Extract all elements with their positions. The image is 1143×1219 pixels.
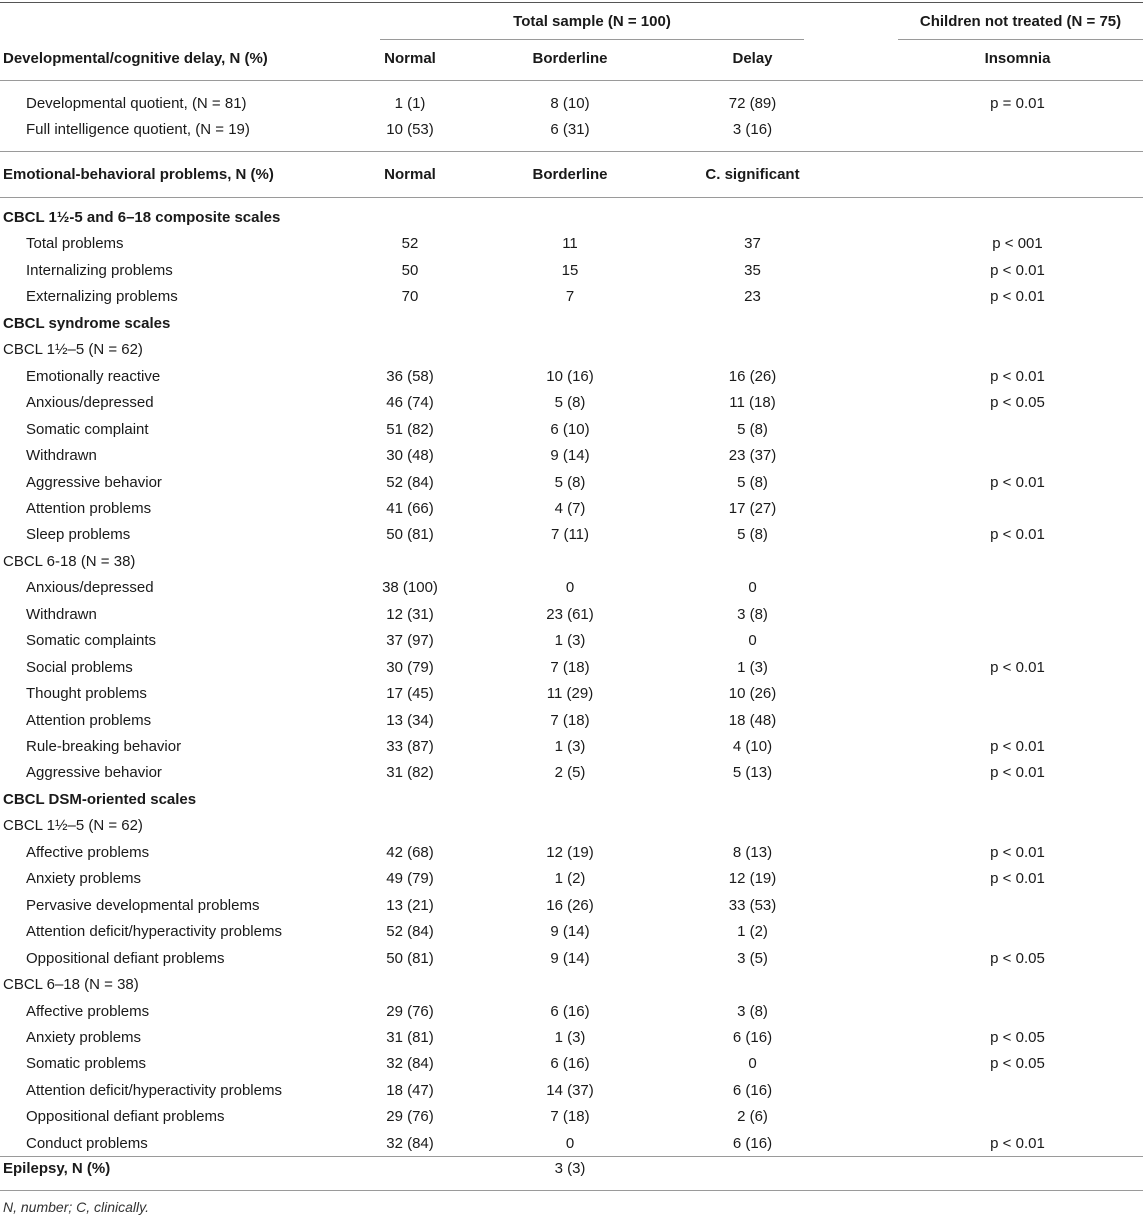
cell-significant: 6 (16) [732, 1081, 773, 1099]
cell-normal: 52 [401, 235, 419, 253]
cell-insomnia: p < 0.01 [990, 288, 1045, 306]
cell-normal: 10 (53) [386, 121, 434, 138]
epilepsy-label: Epilepsy, N (%) [3, 1160, 111, 1177]
cell-borderline: 7 [565, 288, 575, 306]
row-label: Anxiety problems [26, 1028, 142, 1046]
row-label: Attention problems [26, 499, 152, 517]
cell-normal: 42 (68) [386, 843, 434, 861]
cell-borderline: 0 [565, 1134, 575, 1152]
cell-borderline: 8 (10) [550, 95, 590, 112]
emo-header-rule [0, 197, 1143, 198]
row-label: Aggressive behavior [26, 764, 162, 782]
cell-significant: 3 (5) [737, 949, 768, 967]
dev-section-rule [0, 151, 1143, 152]
cell-insomnia: p < 0.01 [990, 870, 1045, 888]
epilepsy-value: 3 (3) [554, 1160, 586, 1177]
row-label: Attention deficit/hyperactivity problems [26, 923, 282, 941]
cell-significant: 23 [744, 288, 761, 306]
not-treated-underline [898, 39, 1143, 40]
section-label: CBCL syndrome scales [3, 314, 171, 332]
cell-normal: 50 (81) [386, 526, 434, 544]
cell-borderline: 4 (7) [554, 499, 586, 517]
table-row [0, 1104, 1143, 1130]
cell-insomnia: p < 0.05 [990, 394, 1045, 412]
cell-normal: 29 (76) [386, 1002, 434, 1020]
cell-borderline: 10 (16) [546, 367, 594, 385]
cell-normal: 1 (1) [394, 95, 426, 112]
cell-significant: 5 (8) [737, 473, 768, 491]
subsection-label: CBCL 6-18 (N = 38) [3, 552, 136, 570]
cell-normal: 32 (84) [386, 1055, 434, 1073]
table-row [0, 1078, 1143, 1104]
cell-borderline: 7 (18) [550, 1108, 590, 1126]
emo-header-borderline: Borderline [532, 166, 608, 183]
cell-normal: 50 (81) [386, 949, 434, 967]
row-label: Social problems [26, 658, 133, 676]
table-row [0, 893, 1143, 919]
cell-significant: 5 (8) [737, 526, 768, 544]
row-label: Externalizing problems [26, 288, 178, 306]
emo-header-significant: C. significant [705, 166, 800, 183]
row-label: Affective problems [26, 1002, 150, 1020]
emo-header-normal: Normal [384, 166, 436, 183]
table-row [0, 1051, 1143, 1077]
cell-borderline: 9 (14) [550, 447, 590, 465]
cell-significant: 3 (8) [737, 1002, 768, 1020]
cell-normal: 13 (34) [386, 711, 434, 729]
subsection-row [0, 972, 1143, 998]
group-header-row [0, 9, 1143, 35]
cell-significant: 4 (10) [732, 738, 773, 755]
cell-normal: 41 (66) [386, 499, 434, 517]
cell-borderline: 7 (18) [550, 658, 590, 676]
cell-normal: 46 (74) [386, 394, 434, 412]
cell-insomnia: p < 0.01 [990, 1134, 1045, 1152]
table-row [0, 417, 1143, 443]
table-row [0, 443, 1143, 469]
dev-header-insomnia: Insomnia [984, 50, 1051, 67]
row-label: Sleep problems [26, 526, 131, 544]
cell-borderline: 1 (3) [554, 738, 586, 755]
cell-normal: 12 (31) [386, 605, 434, 623]
cell-significant: 8 (13) [732, 843, 773, 861]
cell-normal: 33 (87) [386, 738, 434, 755]
table-row [0, 760, 1143, 786]
row-label: Somatic problems [26, 1055, 147, 1073]
row-label: Anxiety problems [26, 870, 142, 888]
cell-significant: 0 [748, 579, 757, 597]
cell-borderline: 12 (19) [546, 843, 594, 861]
table-row [0, 999, 1143, 1025]
cell-insomnia: p < 0.05 [990, 949, 1045, 967]
cell-significant: 6 (16) [732, 1028, 773, 1046]
cell-significant: 23 (37) [728, 447, 777, 465]
cell-borderline: 6 (16) [550, 1055, 590, 1073]
subsection-label: CBCL 1½–5 (N = 62) [3, 817, 143, 835]
cell-normal: 49 (79) [386, 870, 434, 888]
row-label: Aggressive behavior [26, 473, 162, 491]
cell-borderline: 5 (8) [554, 394, 586, 412]
table-bottom-rule [0, 1190, 1143, 1191]
subsection-label: CBCL 1½–5 (N = 62) [3, 341, 143, 359]
table-row [0, 919, 1143, 945]
section-row [0, 787, 1143, 813]
cell-borderline: 5 (8) [554, 473, 586, 491]
cell-significant: 0 [748, 632, 757, 650]
row-label: Total problems [26, 235, 124, 253]
table-row [0, 390, 1143, 416]
cell-borderline: 9 (14) [550, 923, 590, 941]
total-sample-underline [380, 39, 804, 40]
cell-significant: 37 [744, 235, 761, 253]
table-row [0, 117, 1143, 143]
group-header-total-sample: Total sample (N = 100) [513, 13, 671, 30]
cell-borderline: 16 (26) [546, 896, 594, 914]
table-row [0, 866, 1143, 892]
cell-significant: 33 (53) [728, 896, 777, 914]
row-label: Anxious/depressed [26, 394, 154, 412]
cell-normal: 50 [401, 261, 419, 279]
cell-insomnia: p < 0.01 [990, 526, 1045, 544]
cell-insomnia: p < 001 [992, 235, 1043, 253]
dev-header-label: Developmental/cognitive delay, N (%) [3, 50, 268, 67]
dev-header-row [0, 46, 1143, 72]
cell-normal: 18 (47) [386, 1081, 434, 1099]
cell-normal: 52 (84) [386, 923, 434, 941]
table-row [0, 628, 1143, 654]
dev-header-borderline: Borderline [532, 50, 608, 67]
cell-borderline: 7 (18) [550, 711, 590, 729]
row-label: Rule-breaking behavior [26, 738, 182, 755]
cell-significant: 10 (26) [728, 685, 777, 703]
cell-significant: 11 (18) [729, 394, 776, 412]
table-row [0, 258, 1143, 284]
row-label: Somatic complaints [26, 632, 157, 650]
row-label: Internalizing problems [26, 261, 173, 279]
cell-borderline: 6 (10) [550, 420, 590, 438]
group-header-not-treated: Children not treated (N = 75) [919, 13, 1122, 30]
table-row [0, 1131, 1143, 1157]
row-label: Oppositional defiant problems [26, 949, 225, 967]
cell-insomnia: p < 0.01 [990, 261, 1045, 279]
cell-significant: 18 (48) [728, 711, 777, 729]
cell-normal: 36 (58) [386, 367, 434, 385]
cell-normal: 51 (82) [386, 420, 434, 438]
row-label: Pervasive developmental problems [26, 896, 260, 914]
cell-borderline: 14 (37) [546, 1081, 594, 1099]
row-label: Attention problems [26, 711, 152, 729]
table-row [0, 681, 1143, 707]
cell-significant: 3 (8) [737, 605, 768, 623]
cell-significant: 5 (8) [737, 420, 768, 438]
table-row [0, 364, 1143, 390]
row-label: Emotionally reactive [26, 367, 161, 385]
cell-significant: 12 (19) [728, 870, 777, 888]
subsection-row [0, 813, 1143, 839]
row-label: Conduct problems [26, 1134, 148, 1152]
epilepsy-row [0, 1156, 1143, 1182]
cell-normal: 52 (84) [386, 473, 434, 491]
cell-insomnia: p < 0.01 [990, 367, 1045, 385]
dev-header-rule [0, 80, 1143, 81]
table-row [0, 470, 1143, 496]
cell-borderline: 9 (14) [550, 949, 590, 967]
cell-delay: 72 (89) [728, 95, 777, 112]
cell-normal: 37 (97) [386, 632, 434, 650]
cell-borderline: 1 (3) [554, 1028, 586, 1046]
row-label: Withdrawn [26, 447, 97, 465]
table-row [0, 734, 1143, 760]
cell-borderline: 15 [561, 261, 579, 279]
row-label: Thought problems [26, 685, 147, 703]
cell-significant: 6 (16) [732, 1134, 773, 1152]
cell-normal: 13 (21) [386, 896, 434, 914]
cell-significant: 16 (26) [728, 367, 777, 385]
row-label: Anxious/depressed [26, 579, 154, 597]
emo-header-row [0, 162, 1143, 188]
cell-normal: 30 (79) [386, 658, 434, 676]
cell-insomnia: p < 0.01 [990, 473, 1045, 491]
cell-insomnia: p < 0.01 [990, 738, 1045, 755]
cell-borderline: 1 (3) [554, 632, 586, 650]
cell-insomnia: p = 0.01 [990, 95, 1045, 112]
cell-insomnia: p < 0.05 [990, 1055, 1045, 1073]
row-label: Developmental quotient, (N = 81) [26, 95, 247, 112]
subsection-label: CBCL 6–18 (N = 38) [3, 976, 139, 994]
table-row [0, 655, 1143, 681]
cell-significant: 17 (27) [728, 499, 777, 517]
section-label: CBCL DSM-oriented scales [3, 790, 197, 808]
cell-normal: 30 (48) [386, 447, 434, 465]
cell-normal: 17 (45) [386, 685, 434, 703]
cell-normal: 31 (81) [386, 1028, 434, 1046]
table-top-rule [0, 2, 1143, 3]
cell-normal: 70 [401, 288, 419, 306]
row-label: Attention deficit/hyperactivity problems [26, 1081, 282, 1099]
row-label: Withdrawn [26, 605, 97, 623]
table-row [0, 1025, 1143, 1051]
table-row [0, 522, 1143, 548]
cell-normal: 38 (100) [382, 579, 438, 597]
table-row [0, 496, 1143, 522]
cell-borderline: 1 (2) [554, 870, 586, 888]
dev-header-normal: Normal [384, 50, 436, 67]
row-label: Affective problems [26, 843, 150, 861]
row-label: Somatic complaint [26, 420, 149, 438]
cell-significant: 2 (6) [737, 1108, 768, 1126]
section-row [0, 311, 1143, 337]
section-label: CBCL 1½-5 and 6–18 composite scales [3, 209, 281, 226]
dev-header-delay: Delay [732, 50, 773, 67]
cell-borderline: 2 (5) [554, 764, 586, 782]
table-row [0, 91, 1143, 117]
table-footnote: N, number; C, clinically. [3, 1199, 150, 1215]
cell-normal: 29 (76) [386, 1108, 434, 1126]
cell-borderline: 23 (61) [546, 605, 594, 623]
cell-significant: 35 [744, 261, 761, 279]
cell-normal: 31 (82) [386, 764, 434, 782]
table-row [0, 946, 1143, 972]
table-row [0, 575, 1143, 601]
cell-significant: 0 [748, 1055, 757, 1073]
subsection-row [0, 549, 1143, 575]
cell-delay: 3 (16) [732, 121, 773, 138]
cell-insomnia: p < 0.01 [990, 658, 1045, 676]
cell-borderline: 6 (16) [550, 1002, 590, 1020]
row-label: Oppositional defiant problems [26, 1108, 225, 1126]
table-row [0, 708, 1143, 734]
cell-borderline: 11 [562, 235, 578, 253]
table-row [0, 840, 1143, 866]
section-row [0, 205, 1143, 231]
cell-borderline: 11 (29) [546, 685, 594, 703]
table-row [0, 231, 1143, 257]
row-label: Full intelligence quotient, (N = 19) [26, 121, 250, 138]
cell-borderline: 6 (31) [550, 121, 590, 138]
cell-insomnia: p < 0.05 [990, 1028, 1045, 1046]
emo-header-label: Emotional-behavioral problems, N (%) [3, 166, 274, 183]
cell-borderline: 7 (11) [550, 526, 590, 544]
cell-borderline: 0 [565, 579, 575, 597]
table-row [0, 284, 1143, 310]
cell-insomnia: p < 0.01 [990, 764, 1045, 782]
cell-insomnia: p < 0.01 [990, 843, 1045, 861]
subsection-row [0, 337, 1143, 363]
cell-significant: 1 (3) [737, 658, 768, 676]
cell-normal: 32 (84) [386, 1134, 434, 1152]
cell-significant: 5 (13) [732, 764, 773, 782]
table-row [0, 602, 1143, 628]
cell-significant: 1 (2) [737, 923, 768, 941]
